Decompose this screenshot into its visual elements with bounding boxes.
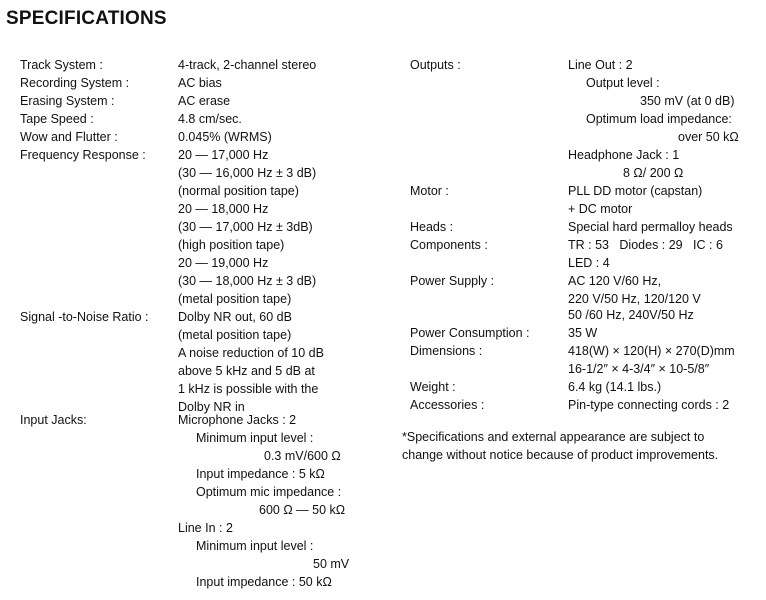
power-supply-line: AC 120 V/60 Hz, — [568, 274, 662, 288]
value-track-system: 4-track, 2-channel stereo — [178, 58, 317, 72]
value-accessories: Pin-type connecting cords : 2 — [568, 398, 730, 412]
value-heads: Special hard permalloy heads — [568, 220, 733, 234]
snr-line: A noise reduction of 10 dB — [178, 346, 324, 360]
power-supply-line: 220 V/50 Hz, 120/120 V — [568, 292, 701, 306]
freq-line: 20 — 17,000 Hz — [178, 148, 269, 162]
line-input-impedance: Input impedance : 50 kΩ — [196, 575, 332, 589]
output-level-value: 350 mV (at 0 dB) — [640, 94, 735, 108]
label-power-supply: Power Supply : — [410, 274, 495, 288]
label-weight: Weight : — [410, 380, 456, 394]
footnote-line: *Specifications and external appearance are subject to — [402, 430, 705, 444]
label-recording-system: Recording System : — [20, 76, 130, 90]
optimum-load-label: Optimum load impedance: — [586, 112, 732, 126]
freq-line: (30 — 17,000 Hz ± 3dB) — [178, 220, 313, 234]
motor-line: + DC motor — [568, 202, 633, 216]
freq-line: (30 — 18,000 Hz ± 3 dB) — [178, 274, 317, 288]
label-motor: Motor : — [410, 184, 449, 198]
footnote-line: change without notice because of product improvements. — [402, 448, 719, 462]
freq-line: 20 — 19,000 Hz — [178, 256, 269, 270]
dimensions-line: 418(W) × 120(H) × 270(D)mm — [568, 344, 735, 358]
snr-line: 1 kHz is possible with the — [178, 382, 319, 396]
value-wow-flutter: 0.045% (WRMS) — [178, 130, 272, 144]
value-power-consumption: 35 W — [568, 326, 598, 340]
label-tape-speed: Tape Speed : — [20, 112, 94, 126]
freq-line: (metal position tape) — [178, 292, 292, 306]
power-supply-line: 50 /60 Hz, 240V/50 Hz — [568, 308, 694, 322]
mic-optimum-impedance-label: Optimum mic impedance : — [196, 485, 342, 499]
label-signal-noise: Signal -to-Noise Ratio : — [20, 310, 149, 324]
freq-line: (high position tape) — [178, 238, 285, 252]
dimensions-line: 16-1/2″ × 4-3/4″ × 10-5/8″ — [568, 362, 710, 376]
value-erasing-system: AC erase — [178, 94, 231, 108]
headphone-impedance: 8 Ω/ 200 Ω — [623, 166, 684, 180]
optimum-load-value: over 50 kΩ — [678, 130, 739, 144]
label-track-system: Track System : — [20, 58, 103, 72]
label-power-consumption: Power Consumption : — [410, 326, 530, 340]
headphone-jack: Headphone Jack : 1 — [568, 148, 680, 162]
mic-jacks-heading: Microphone Jacks : 2 — [178, 413, 297, 427]
components-line: LED : 4 — [568, 256, 610, 270]
footnote — [402, 428, 758, 464]
freq-line: 20 — 18,000 Hz — [178, 202, 269, 216]
label-wow-flutter: Wow and Flutter : — [20, 130, 118, 144]
snr-line: above 5 kHz and 5 dB at — [178, 364, 315, 378]
label-dimensions: Dimensions : — [410, 344, 483, 358]
line-in-heading: Line In : 2 — [178, 521, 233, 535]
label-erasing-system: Erasing System : — [20, 94, 115, 108]
snr-line: (metal position tape) — [178, 328, 292, 342]
label-input-jacks: Input Jacks: — [20, 413, 87, 427]
output-level-label: Output level : — [586, 76, 660, 90]
page-title: SPECIFICATIONS — [6, 8, 167, 29]
label-frequency-response: Frequency Response : — [20, 148, 146, 162]
components-line: TR : 53 Diodes : 29 IC : 6 — [568, 238, 723, 252]
mic-min-level-label: Minimum input level : — [196, 431, 314, 445]
label-accessories: Accessories : — [410, 398, 485, 412]
label-outputs: Outputs : — [410, 58, 461, 72]
label-components: Components : — [410, 238, 488, 252]
value-tape-speed: 4.8 cm/sec. — [178, 112, 242, 126]
freq-line: (30 — 16,000 Hz ± 3 dB) — [178, 166, 317, 180]
mic-optimum-impedance-value: 600 Ω — 50 kΩ — [259, 503, 346, 517]
value-weight: 6.4 kg (14.1 lbs.) — [568, 380, 662, 394]
value-recording-system: AC bias — [178, 76, 222, 90]
mic-min-level-value: 0.3 mV/600 Ω — [264, 449, 341, 463]
mic-input-impedance: Input impedance : 5 kΩ — [196, 467, 325, 481]
snr-line: Dolby NR in — [178, 400, 245, 414]
line-min-level-value: 50 mV — [313, 557, 350, 571]
freq-line: (normal position tape) — [178, 184, 299, 198]
snr-line: Dolby NR out, 60 dB — [178, 310, 292, 324]
motor-line: PLL DD motor (capstan) — [568, 184, 703, 198]
label-heads: Heads : — [410, 220, 454, 234]
line-min-level-label: Minimum input level : — [196, 539, 314, 553]
line-out-heading: Line Out : 2 — [568, 58, 633, 72]
